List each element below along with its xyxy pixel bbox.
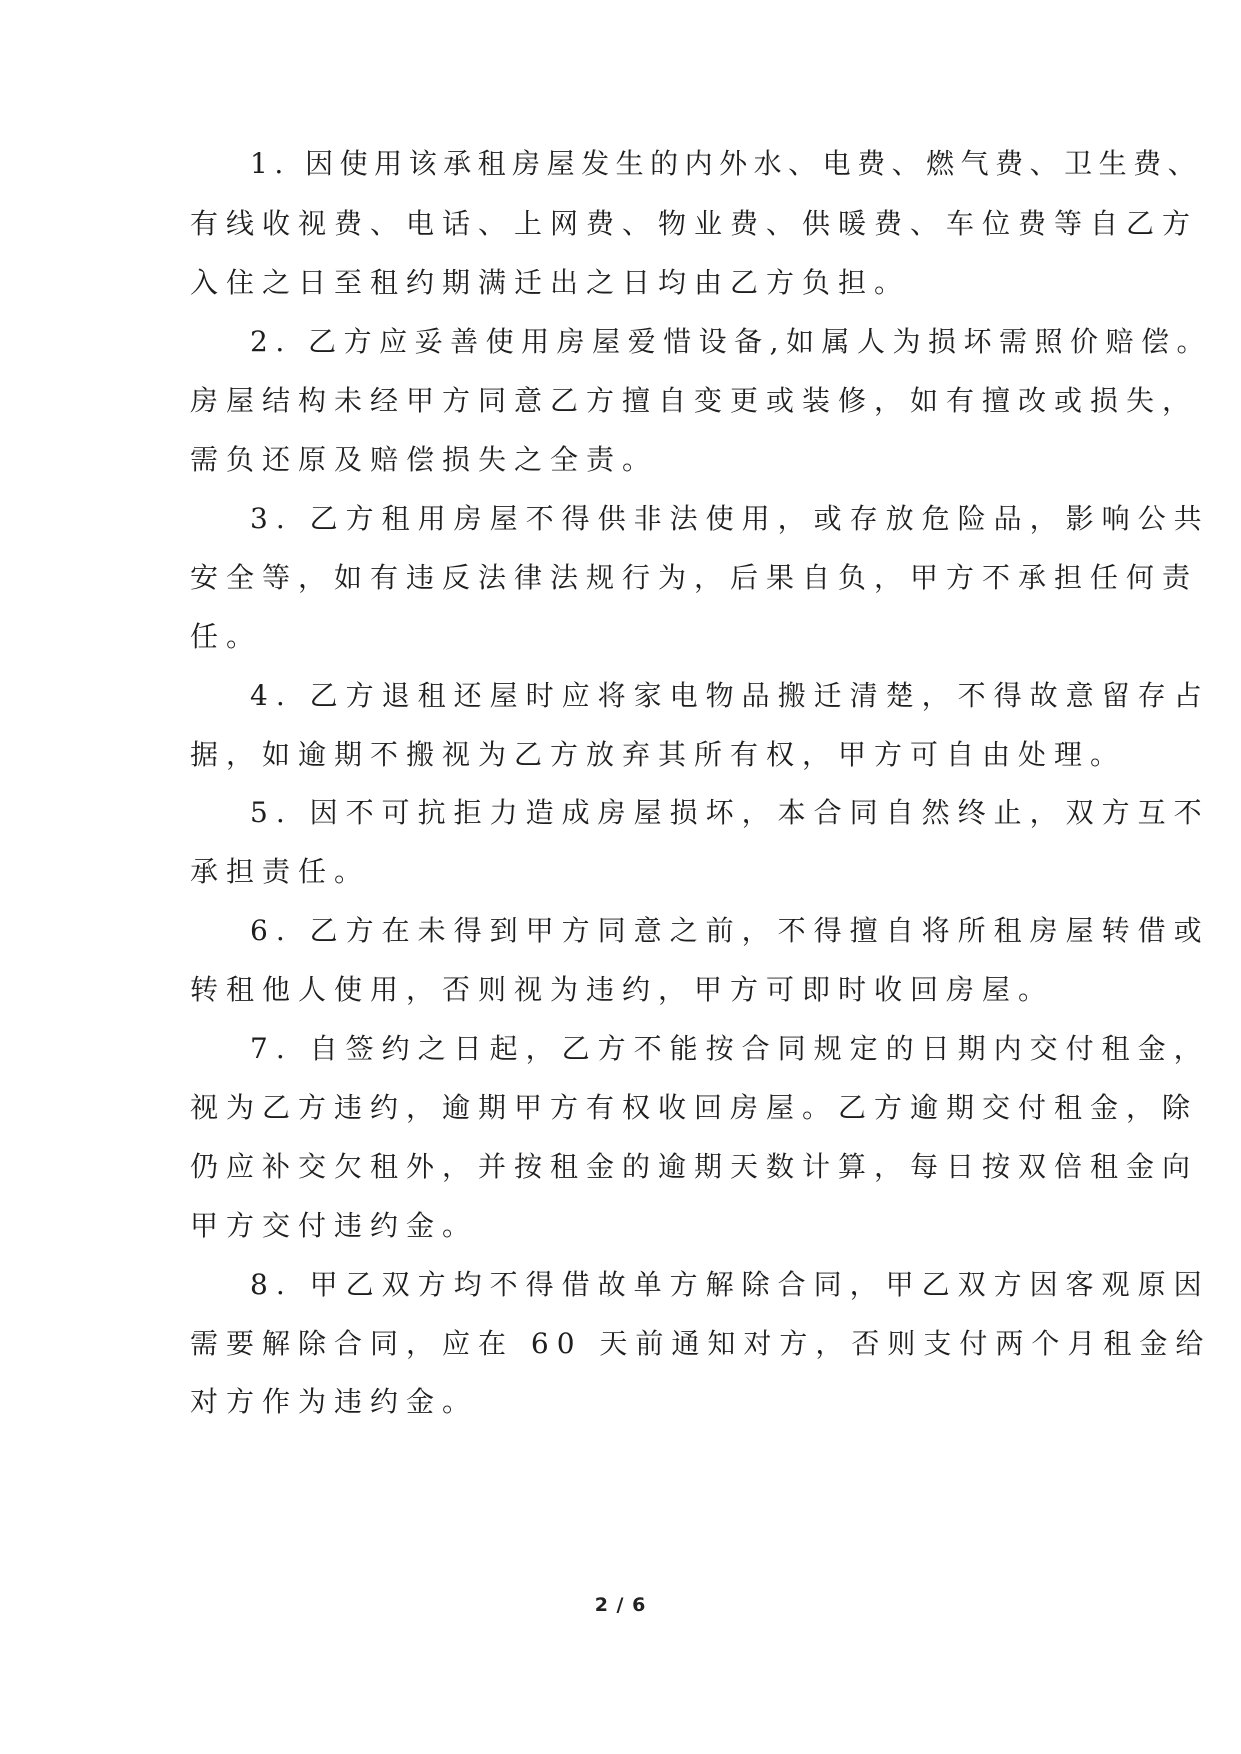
clause-2-line-1: 2. 乙方应妥善使用房屋爱惜设备,如属人为损坏需照价赔偿。 bbox=[250, 325, 1213, 358]
clause-6-line-1: 6. 乙方在未得到甲方同意之前，不得擅自将所租房屋转借或 bbox=[250, 914, 1210, 947]
clause-4-line-1: 4. 乙方退租还屋时应将家电物品搬迁清楚，不得故意留存占 bbox=[250, 679, 1210, 712]
clause-2-line-3: 需负还原及赔偿损失之全责。 bbox=[190, 443, 659, 476]
clause-1-line-3: 入住之日至租约期满迁出之日均由乙方负担。 bbox=[190, 266, 911, 299]
clause-3-line-3: 任。 bbox=[190, 620, 263, 653]
clause-8-line-1: 8. 甲乙双方均不得借故单方解除合同，甲乙双方因客观原因 bbox=[250, 1268, 1210, 1301]
clause-8-line-2: 需要解除合同，应在 60 天前通知对方，否则支付两个月租金给 bbox=[190, 1327, 1212, 1360]
clause-8-line-3: 对方作为违约金。 bbox=[190, 1385, 479, 1418]
clause-7-line-1: 7. 自签约之日起，乙方不能按合同规定的日期内交付租金， bbox=[250, 1032, 1210, 1065]
page-number: 2 / 6 bbox=[594, 1594, 647, 1616]
clause-6-line-2: 转租他人使用，否则视为违约，甲方可即时收回房屋。 bbox=[190, 973, 1055, 1006]
clause-3-line-1: 3. 乙方租用房屋不得供非法使用，或存放危险品，影响公共 bbox=[250, 502, 1210, 535]
clause-7-line-2: 视为乙方违约，逾期甲方有权收回房屋。乙方逾期交付租金，除 bbox=[190, 1091, 1199, 1124]
clause-5-line-1: 5. 因不可抗拒力造成房屋损坏，本合同自然终止，双方互不 bbox=[250, 796, 1210, 829]
clause-7-line-3: 仍应补交欠租外，并按租金的逾期天数计算，每日按双倍租金向 bbox=[190, 1150, 1199, 1183]
clause-1-line-2: 有线收视费、电话、上网费、物业费、供暖费、车位费等自乙方 bbox=[190, 207, 1199, 240]
clause-4-line-2: 据，如逾期不搬视为乙方放弃其所有权，甲方可自由处理。 bbox=[190, 738, 1127, 771]
clause-2-line-2: 房屋结构未经甲方同意乙方擅自变更或装修，如有擅改或损失， bbox=[190, 384, 1199, 417]
clause-3-line-2: 安全等，如有违反法律法规行为，后果自负，甲方不承担任何责 bbox=[190, 561, 1199, 594]
clause-7-line-4: 甲方交付违约金。 bbox=[190, 1209, 479, 1242]
clause-5-line-2: 承担责任。 bbox=[190, 855, 371, 888]
clause-1-line-1: 1. 因使用该承租房屋发生的内外水、电费、燃气费、卫生费、 bbox=[250, 147, 1203, 180]
